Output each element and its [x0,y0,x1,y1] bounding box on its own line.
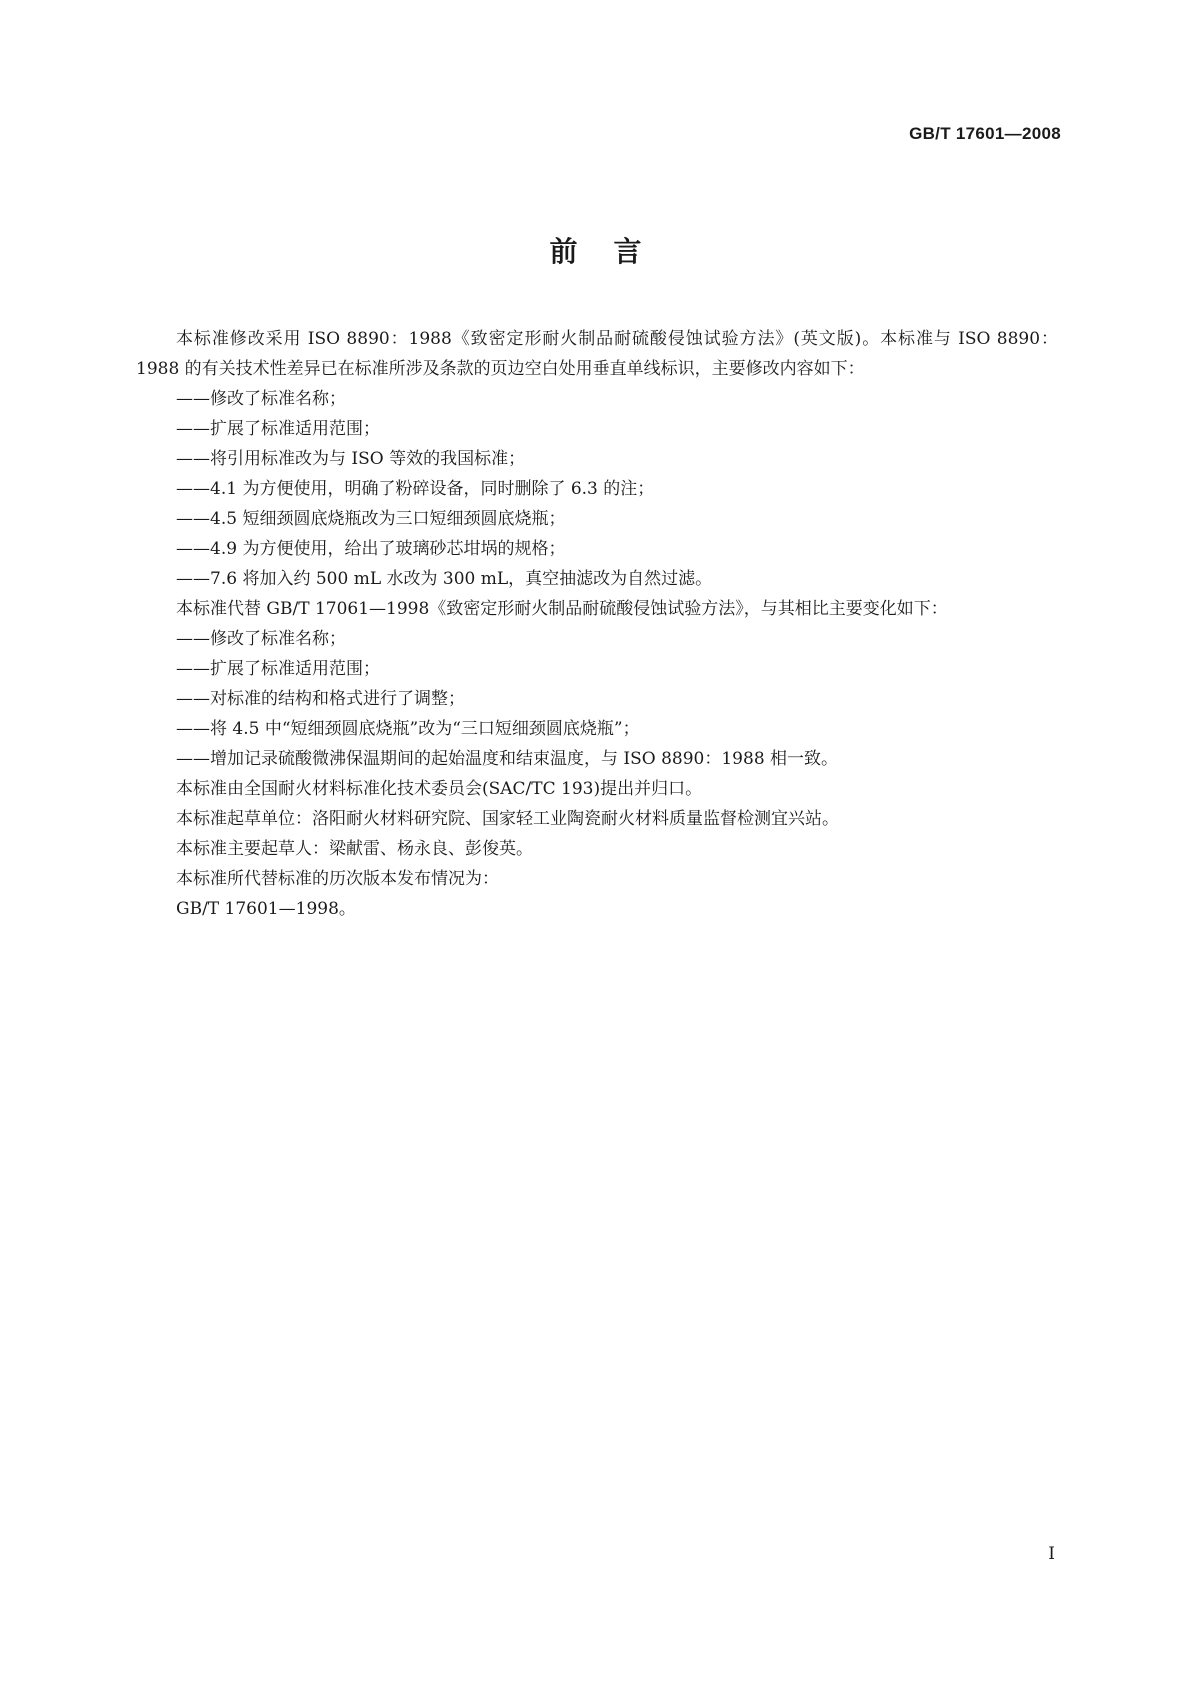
list-item: ——7.6 将加入约 500 mL 水改为 300 mL，真空抽滤改为自然过滤。 [176,569,713,589]
paragraph-drafters: 本标准主要起草人：梁献雷、杨永良、彭俊英。 [176,839,533,859]
paragraph-adoption: 本标准修改采用 ISO 8890：1988《致密定形耐火制品耐硫酸侵蚀试验方法》(英文版)。本标准与 ISO 8890：1988 的有关技术性差异已在标准所涉及条款的页边空白处用垂直单线标识，主要修改内容如下： [136,329,1058,379]
list-item: ——4.5 短细颈圆底烧瓶改为三口短细颈圆底烧瓶； [176,509,566,529]
paragraph-drafting-units: 本标准起草单位：洛阳耐火材料研究院、国家轻工业陶瓷耐火材料质量监督检测宜兴站。 [176,809,839,829]
list-item: ——修改了标准名称； [176,629,346,649]
list-item: ——4.1 为方便使用，明确了粉碎设备，同时删除了 6.3 的注； [176,479,655,499]
page-number: I [1048,1544,1055,1564]
standard-code: GB/T 17601—2008 [909,124,1061,143]
list-item: ——将 4.5 中“短细颈圆底烧瓶”改为“三口短细颈圆底烧瓶”； [176,719,640,739]
list-item: ——4.9 为方便使用，给出了玻璃砂芯坩埚的规格； [176,539,566,559]
paragraph-history: 本标准所代替标准的历次版本发布情况为： [176,869,499,889]
list-item: ——修改了标准名称； [176,389,346,409]
list-item: ——将引用标准改为与 ISO 等效的我国标准； [176,449,526,469]
list-item: ——对标准的结构和格式进行了调整； [176,689,465,709]
paragraph-previous-version: GB/T 17601—1998。 [176,899,356,919]
list-item: ——增加记录硫酸微沸保温期间的起始温度和结束温度，与 ISO 8890：1988 相一致。 [176,749,839,769]
foreword-body [136,324,1058,924]
list-item: ——扩展了标准适用范围； [176,659,380,679]
page-title: 前言 [549,235,678,268]
paragraph-replacement: 本标准代替 GB/T 17061—1998《致密定形耐火制品耐硫酸侵蚀试验方法》，与其相比主要变化如下： [176,599,948,619]
list-item: ——扩展了标准适用范围； [176,419,380,439]
paragraph-proposer: 本标准由全国耐火材料标准化技术委员会(SAC/TC 193)提出并归口。 [176,779,703,799]
